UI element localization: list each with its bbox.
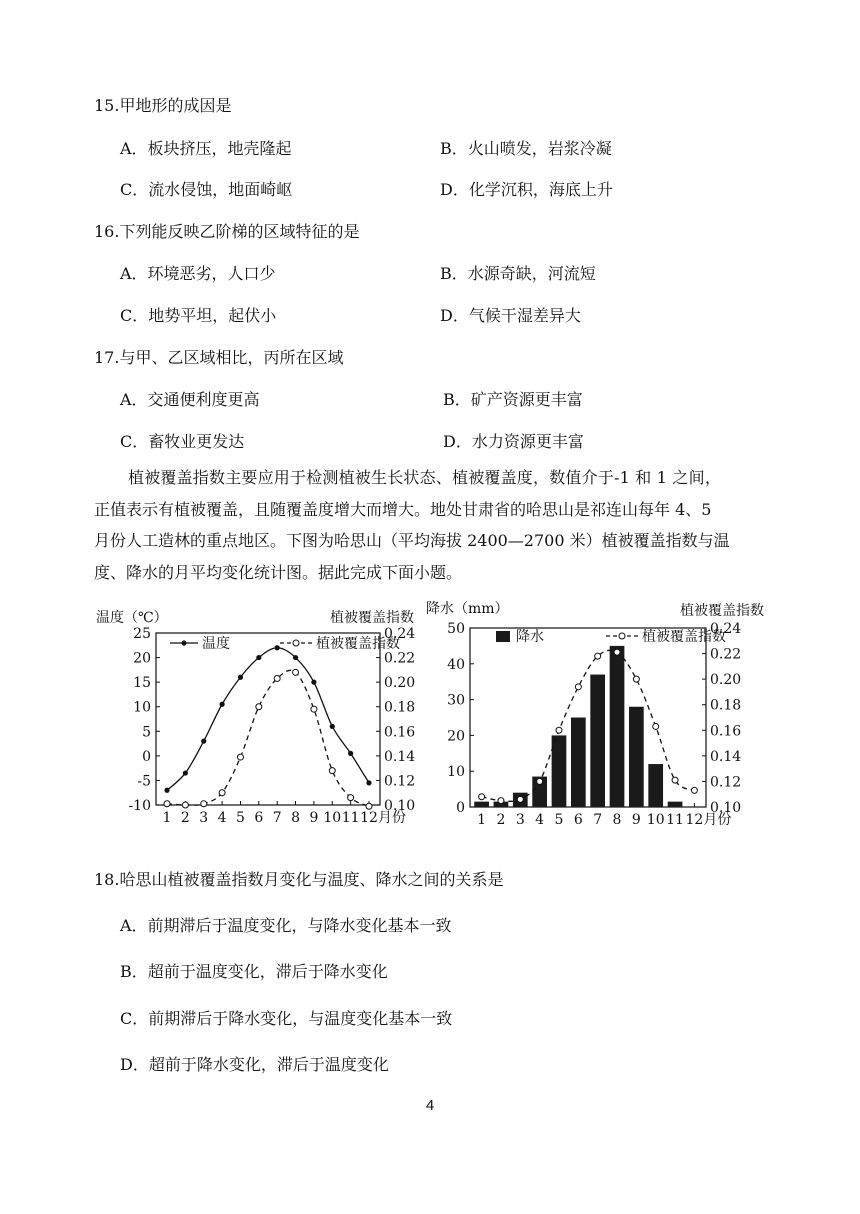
chart1-legend-marker-temperature	[181, 640, 186, 645]
chart1-legend-label-vegetation-index: 植被覆盖指数	[316, 636, 400, 652]
chart2-right-tick-label: 0.20	[710, 672, 742, 689]
chart2-bar-8	[610, 646, 625, 807]
q15-option-a[interactable]: A．板块挤压，地壳隆起	[120, 139, 292, 158]
chart1-vegetation-point-8	[293, 669, 299, 675]
chart2-vegetation-point-10	[653, 723, 659, 729]
chart2-legend-swatch-precipitation	[496, 631, 510, 642]
chart2-bar-1	[474, 802, 489, 807]
chart2-vegetation-point-8	[614, 649, 620, 655]
chart1-vegetation-point-6	[256, 704, 262, 710]
question-18-stem: 18.哈思山植被覆盖指数月变化与温度、降水之间的关系是	[94, 870, 504, 889]
chart1-right-tick-label: 0.18	[384, 699, 416, 716]
chart1-x-tick-label: 7	[272, 810, 282, 826]
chart1-vegetation-point-4	[219, 790, 225, 796]
chart2-left-tick-label: 40	[447, 656, 465, 673]
chart2-vegetation-point-2	[498, 798, 504, 804]
chart1-right-tick-label: 0.22	[384, 650, 416, 667]
chart1-right-tick-label: 0.16	[384, 724, 416, 741]
chart1-x-tick-label: 6	[254, 810, 264, 826]
chart1-ylabel-left: 温度（℃）	[96, 610, 168, 626]
temperature-chart	[90, 595, 420, 840]
chart1-left-tick-label: 0	[142, 748, 151, 765]
chart2-vegetation-point-7	[595, 653, 601, 659]
chart2-left-tick-label: 30	[447, 692, 465, 709]
chart2-x-tick-label: 1	[477, 812, 487, 828]
chart1-x-tick-label: 2	[180, 810, 190, 826]
chart1-vegetation-point-2	[182, 802, 188, 808]
question-17-stem: 17.与甲、乙区域相比，丙所在区域	[94, 348, 344, 367]
question-16-stem: 16.下列能反映乙阶梯的区域特征的是	[94, 222, 360, 241]
chart2-right-tick-label: 0.22	[710, 646, 742, 663]
chart2-x-tick-label: 11	[666, 812, 684, 828]
chart1-vegetation-point-7	[274, 675, 280, 681]
chart1-temperature-point-8	[293, 655, 298, 660]
chart1-x-tick-label: 12	[360, 810, 378, 826]
chart2-bar-11	[668, 802, 683, 807]
chart1-temperature-point-12	[366, 780, 371, 785]
chart1-left-tick-label: 5	[142, 724, 151, 741]
chart1-series-line-vegetation-index	[167, 670, 369, 806]
passage	[94, 462, 770, 588]
passage-line-2: 正值表示有植被覆盖，且随覆盖度增大而增大。地处甘肃省的哈思山是祁连山每年 4、5	[94, 499, 712, 519]
chart2-x-axis-unit: 月份	[703, 812, 732, 828]
q16-option-b[interactable]: B．水源奇缺，河流短	[440, 264, 596, 283]
q16-option-c[interactable]: C．地势平坦，起伏小	[120, 306, 277, 325]
chart2-ylabel-left: 降水（mm）	[426, 601, 509, 617]
chart2-right-tick-label: 0.14	[710, 748, 742, 765]
chart2-legend-label-vegetation-index: 植被覆盖指数	[642, 629, 726, 645]
chart2-x-tick-label: 4	[535, 812, 545, 828]
chart2-x-tick-label: 2	[496, 812, 506, 828]
q18-option-c[interactable]: C．前期滞后于降水变化，与温度变化基本一致	[120, 1009, 453, 1028]
chart1-ylabel-right: 植被覆盖指数	[330, 610, 414, 626]
chart1-temperature-point-5	[238, 675, 243, 680]
chart1-temperature-point-3	[201, 739, 206, 744]
q17-option-a[interactable]: A．交通便利度更高	[120, 390, 260, 409]
chart2-left-tick-label: 50	[447, 621, 465, 637]
chart2-bar-6	[571, 718, 586, 808]
q17-option-c[interactable]: C．畜牧业更发达	[120, 432, 245, 451]
chart2-vegetation-point-6	[575, 684, 581, 690]
chart1-x-tick-label: 3	[199, 810, 209, 826]
chart2-vegetation-point-5	[556, 727, 562, 733]
chart2-x-tick-label: 8	[612, 812, 622, 828]
chart1-temperature-point-1	[164, 788, 169, 793]
chart2-x-tick-label: 12	[685, 812, 704, 828]
q15-option-d[interactable]: D．化学沉积，海底上升	[440, 180, 613, 199]
chart1-x-tick-label: 5	[235, 810, 245, 826]
chart2-legend-marker-vegetation-index	[619, 633, 625, 639]
chart1-right-tick-label: 0.20	[384, 675, 416, 692]
chart2-ylabel-right: 植被覆盖指数	[680, 603, 764, 619]
chart1-temperature-point-9	[311, 680, 316, 685]
chart2-bar-7	[590, 675, 605, 807]
chart2-x-tick-label: 7	[593, 812, 603, 828]
q15-option-b[interactable]: B．火山喷发，岩浆冷凝	[440, 139, 612, 158]
question-15-stem: 15.甲地形的成因是	[94, 96, 232, 115]
chart2-bar-10	[648, 764, 663, 807]
chart2-left-tick-label: 10	[447, 764, 465, 781]
chart1-x-tick-label: 8	[291, 810, 301, 826]
passage-line-1: 植被覆盖指数主要应用于检测植被生长状态、植被覆盖度，数值介于-1 和 1 之间，	[128, 468, 722, 487]
chart2-right-tick-label: 0.10	[710, 800, 742, 816]
q16-option-d[interactable]: D．气候干湿差异大	[440, 306, 581, 325]
chart1-vegetation-point-9	[311, 706, 317, 712]
chart2-right-tick-label: 0.16	[710, 723, 742, 740]
q18-option-b[interactable]: B．超前于温度变化，滞后于降水变化	[120, 962, 388, 981]
chart1-left-tick-label: 25	[133, 626, 151, 642]
chart1-vegetation-point-12	[366, 803, 372, 809]
chart2-right-tick-label: 0.12	[710, 774, 742, 791]
chart1-left-tick-label: 20	[133, 650, 151, 667]
q17-option-b[interactable]: B．矿产资源更丰富	[443, 390, 583, 409]
chart1-legend-marker-vegetation-index	[293, 640, 299, 646]
passage-line-4: 度、降水的月平均变化统计图。据此完成下面小题。	[94, 562, 463, 582]
chart1-right-tick-label: 0.14	[384, 748, 416, 765]
chart1-vegetation-point-3	[201, 801, 207, 807]
chart1-x-tick-label: 9	[309, 810, 319, 826]
chart1-temperature-point-7	[275, 645, 280, 650]
chart1-vegetation-point-11	[348, 795, 354, 801]
chart2-x-tick-label: 9	[631, 812, 641, 828]
chart2-right-tick-label: 0.18	[710, 697, 742, 714]
chart1-x-tick-label: 4	[217, 810, 227, 826]
chart2-vegetation-point-11	[672, 777, 678, 783]
q17-option-d[interactable]: D．水力资源更丰富	[443, 432, 584, 451]
chart2-vegetation-point-9	[633, 676, 639, 682]
chart1-temperature-point-4	[219, 702, 224, 707]
chart2-x-tick-label: 5	[554, 812, 564, 828]
q18-option-a[interactable]: A．前期滞后于温度变化，与降水变化基本一致	[120, 916, 452, 935]
chart2-plot-frame	[470, 628, 706, 807]
chart2-left-tick-label: 0	[456, 800, 465, 816]
chart1-left-tick-label: -5	[137, 773, 151, 790]
chart2-x-tick-label: 10	[646, 812, 665, 828]
chart1-left-tick-label: 15	[133, 675, 151, 692]
chart2-vegetation-point-1	[479, 794, 485, 800]
chart1-right-tick-label: 0.24	[384, 626, 416, 642]
page-number: 4	[425, 1097, 435, 1114]
chart2-x-tick-label: 3	[515, 812, 525, 828]
chart2-legend-label-precipitation: 降水	[516, 629, 544, 645]
chart1-vegetation-point-5	[237, 754, 243, 760]
chart2-vegetation-point-4	[537, 778, 543, 784]
chart1-plot-frame	[156, 633, 380, 805]
chart2-x-tick-label: 6	[573, 812, 583, 828]
passage-line-3: 月份人工造林的重点地区。下图为哈思山（平均海拔 2400—2700 米）植被覆盖指数与温	[94, 531, 730, 550]
chart1-right-tick-label: 0.10	[384, 798, 416, 814]
chart1-series-line-temperature	[167, 648, 369, 791]
chart1-vegetation-point-1	[164, 801, 170, 807]
chart2-bar-9	[629, 707, 644, 807]
chart2-vegetation-point-12	[691, 787, 697, 793]
chart1-temperature-point-2	[183, 770, 188, 775]
chart1-x-axis-unit: 月份	[377, 810, 406, 826]
precipitation-chart	[424, 595, 770, 840]
chart2-left-tick-label: 20	[447, 728, 465, 745]
q16-option-a[interactable]: A．环境恶劣，人口少	[120, 264, 276, 283]
chart1-x-tick-label: 10	[323, 810, 342, 826]
chart1-legend-label-temperature: 温度	[202, 636, 230, 652]
chart1-temperature-point-11	[348, 751, 353, 756]
chart1-x-tick-label: 11	[341, 810, 360, 826]
q18-option-d[interactable]: D．超前于降水变化，滞后于温度变化	[120, 1055, 389, 1074]
chart1-temperature-point-6	[256, 655, 261, 660]
chart1-vegetation-point-10	[329, 768, 335, 774]
chart2-vegetation-point-3	[517, 796, 523, 802]
chart1-left-tick-label: 10	[133, 699, 151, 716]
chart1-left-tick-label: -10	[128, 798, 151, 814]
chart1-x-tick-label: 1	[162, 810, 172, 826]
q15-option-c[interactable]: C．流水侵蚀，地面崎岖	[120, 180, 293, 199]
chart1-temperature-point-10	[330, 724, 335, 729]
chart2-bar-5	[552, 735, 567, 807]
chart1-right-tick-label: 0.12	[384, 773, 416, 790]
chart2-right-tick-label: 0.24	[710, 621, 742, 637]
